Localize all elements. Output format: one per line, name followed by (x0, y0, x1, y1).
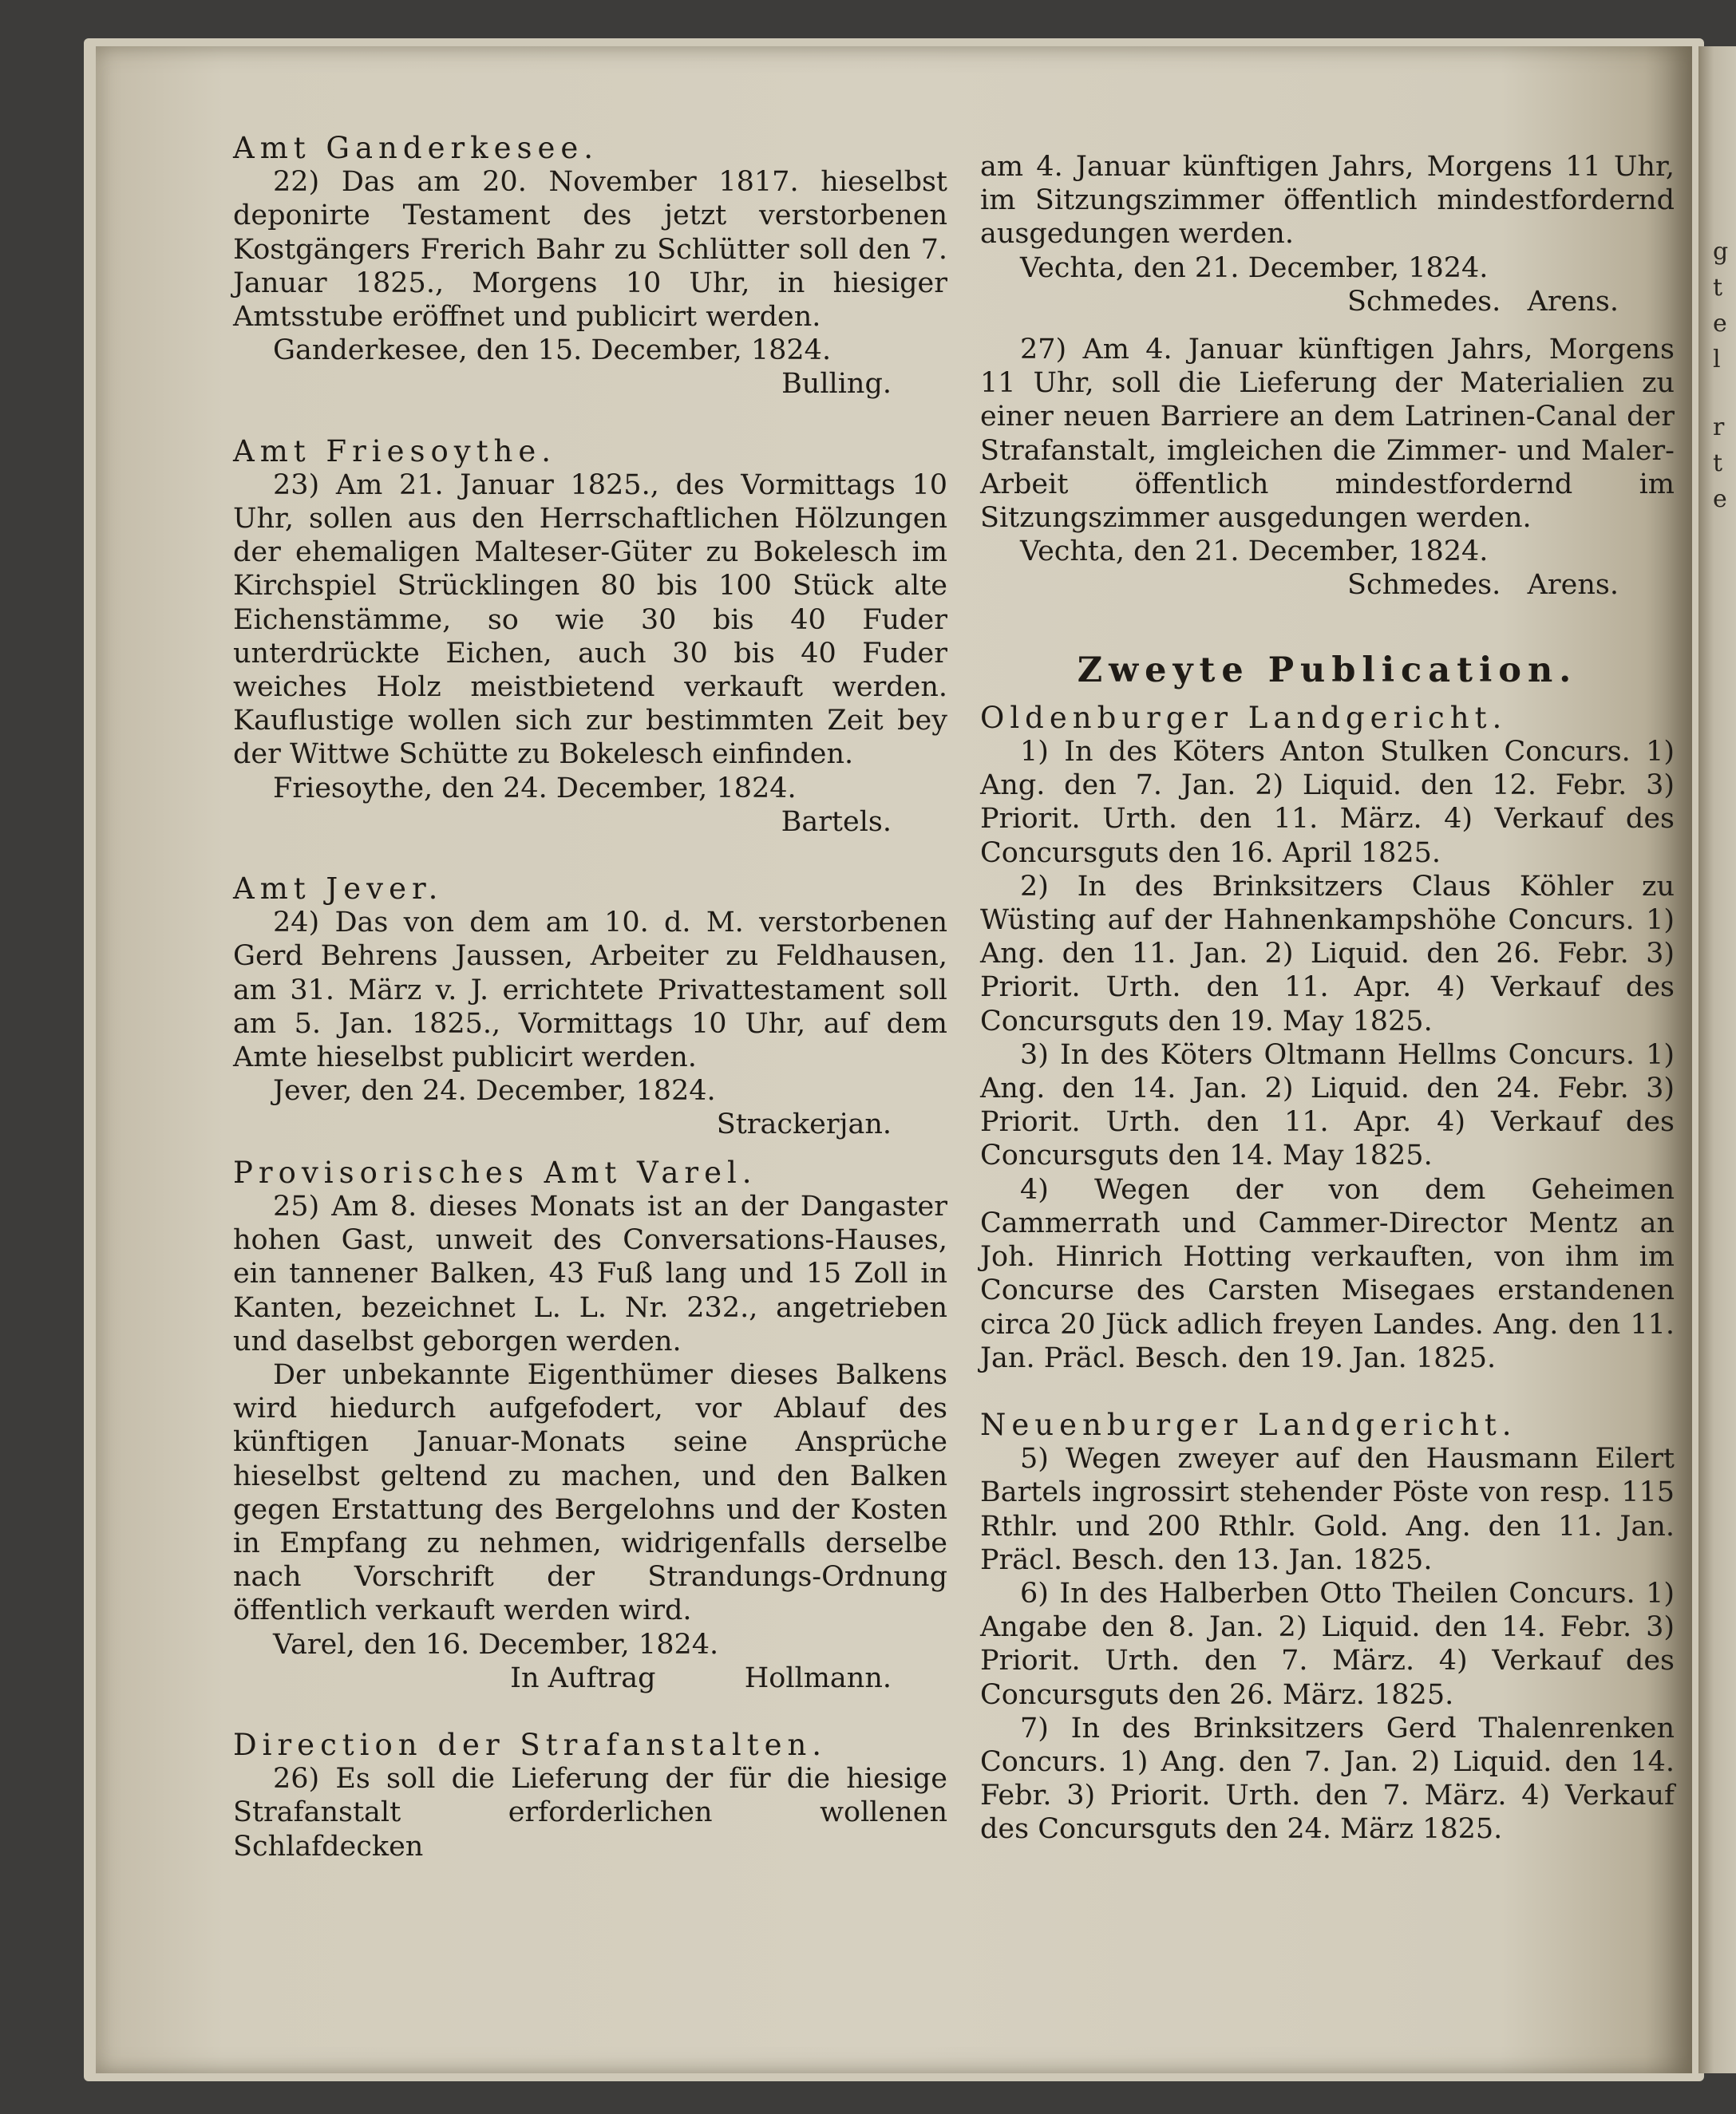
court-item: 2) In des Brinksitzers Claus Köhler zu Wüsting auf der Hahnenkampshöhe Concurs. 1) Ang. den 11. Jan. 2) Liquid. den 26. Febr. 3) Priorit. Urth. den 11. Apr. 4) Verkauf des Concursguts den 19. May 1825. (980, 870, 1675, 1037)
notice-text: 22) Das am 20. November 1817. hieselbst deponirte Testament des jetzt verstorbenen Kostgängers Frerich Bahr zu Schlütter soll den 7. Januar 1825., Morgens 10 Uhr, in hiesiger Amtsstube eröffnet und publicirt werden. (233, 166, 947, 334)
notice-text: 24) Das von dem am 10. d. M. verstorbenen Gerd Behrens Jaussen, Arbeiter zu Feldhausen, am 31. März v. J. errichtete Privattestament soll am 5. Jan. 1825., Vormittags 10 Uhr, auf dem Amte hieselbst publicirt werden. (233, 907, 947, 1074)
section-heading: Amt Friesoythe. (233, 433, 557, 468)
place-date: Friesoythe, den 24. December, 1824. (273, 772, 797, 804)
right-column (980, 150, 1675, 1847)
place-date: Ganderkesee, den 15. December, 1824. (273, 334, 832, 367)
notice-text: 23) Am 21. Januar 1825., des Vormittags 10 Uhr, sollen aus den Herrschaftlichen Hölzungen der ehemaligen Malteser-Güter zu Bokelesch im Kirchspiel Strücklingen 80 bis 100 Stück alte Eichenstämme, so wie 30 bis 40 Fuder unterdrückte Eichen, auch 30 bis 40 Fuder weiches Holz meistbietend verkauft werden. Kauflustige wollen sich zur bestimmten Zeit bey der Wittwe Schütte zu Bokelesch einfinden. (233, 468, 947, 771)
signature: Schmedes. Arens. (1347, 569, 1619, 602)
signature: Strackerjan. (716, 1108, 892, 1141)
place-date: Varel, den 16. December, 1824. (273, 1628, 719, 1661)
adjacent-page-glyph: t (1713, 274, 1723, 302)
signature: Bulling. (781, 368, 892, 401)
court-item: 1) In des Köters Anton Stulken Concurs. 1) Ang. den 7. Jan. 2) Liquid. den 12. Febr. 3) Priorit. Urth. den 11. März. 4) Verkauf des Concursguts den 16. April 1825. (980, 736, 1675, 869)
section-heading: Oldenburger Landgericht. (980, 700, 1508, 735)
section-heading: Direction der Strafanstalten. (233, 1727, 828, 1762)
adjacent-page-glyph: e (1713, 485, 1727, 513)
notice-text: 27) Am 4. Januar künftigen Jahrs, Morgens 11 Uhr, soll die Lieferung der Materialien zu einer neuen Barriere an dem Latrinen-Canal der Strafanstalt, imgleichen die Zimmer- und Maler-Arbeit öffentlich mindestfordernd im Sitzungszimmer ausgedungen werden. (980, 334, 1675, 535)
court-item: 3) In des Köters Oltmann Hellms Concurs. 1) Ang. den 14. Jan. 2) Liquid. den 24. Febr. 3) Priorit. Urth. den 11. Apr. 4) Verkauf des Concursguts den 14. May 1825. (980, 1038, 1675, 1172)
section-heading: Provisorisches Amt Varel. (233, 1155, 757, 1190)
notice-text-continued: am 4. Januar künftigen Jahrs, Morgens 11 Uhr, im Sitzungszimmer öffentlich mindestfordernd ausgedungen werden. (980, 151, 1675, 251)
court-item: 7) In des Brinksitzers Gerd Thalenrenken Concurs. 1) Ang. den 7. Jan. 2) Liquid. den 14. Febr. 3) Priorit. Urth. den 7. März. 4) Verkauf des Concursguts den 24. März 1825. (980, 1712, 1675, 1846)
adjacent-page-glyph: r (1713, 413, 1725, 441)
section-heading: Amt Ganderkesee. (233, 131, 599, 165)
notice-text: Der unbekannte Eigenthümer dieses Balkens wird hiedurch aufgefodert, vor Ablauf des künftigen Januar-Monats seine Ansprüche hieselbst geltend zu machen, und den Balken gegen Erstattung des Bergelohns und der Kosten in Empfang zu nehmen, widrigenfalls derselbe nach Vorschrift der Strandungs-Ordnung öffentlich verkauft werden wird. (233, 1358, 947, 1627)
adjacent-page-glyph: t (1713, 449, 1723, 477)
adjacent-page-glyph: e (1713, 310, 1727, 338)
section-heading: Amt Jever. (233, 871, 444, 907)
section-heading: Neuenburger Landgericht. (980, 1407, 1517, 1442)
signature: Bartels. (781, 805, 892, 838)
main-heading: Zweyte Publication. (1077, 650, 1578, 690)
place-date: Jever, den 24. December, 1824. (273, 1075, 716, 1108)
notice-text: 26) Es soll die Lieferung der für die hiesige Strafanstalt erforderlichen wollenen Schlafdecken (233, 1763, 947, 1863)
left-column (233, 132, 947, 1863)
adjacent-page-strip (1698, 46, 1736, 2073)
notice-text: 25) Am 8. dieses Monats ist an der Dangaster hohen Gast, unweit des Conversations-Hauses, ein tannener Balken, 43 Fuß lang und 15 Zoll in Kanten, bezeichnet L. L. Nr. 232., angetrieben und daselbst geborgen werden. (233, 1190, 947, 1357)
adjacent-page-glyph: g (1713, 238, 1729, 266)
court-item: 5) Wegen zweyer auf den Hausmann Eilert Bartels ingrossirt stehender Pöste von resp. 115 Rthlr. und 200 Rthlr. Gold. Ang. den 11. Jan. Präcl. Besch. den 13. Jan. 1825. (980, 1443, 1675, 1576)
place-date: Vechta, den 21. December, 1824. (1020, 535, 1489, 568)
court-item: 4) Wegen der von dem Geheimen Cammerrath und Cammer-Director Mentz an Joh. Hinrich Hotting verkauften, von ihm im Concurse des Carsten Misegaes erstandenen circa 20 Jück adlich freyen Landes. Ang. den 11. Jan. Präcl. Besch. den 19. Jan. 1825. (980, 1173, 1675, 1374)
adjacent-page-glyph: l (1713, 346, 1721, 373)
place-date: Vechta, den 21. December, 1824. (1020, 251, 1489, 284)
court-item: 6) In des Halberben Otto Theilen Concurs. 1) Angabe den 8. Jan. 2) Liquid. den 14. Febr. 3) Priorit. Urth. den 7. März. 4) Verkauf des Concursguts den 26. März. 1825. (980, 1577, 1675, 1711)
signature: In Auftrag Hollmann. (510, 1662, 892, 1694)
signature: Schmedes. Arens. (1347, 285, 1619, 318)
